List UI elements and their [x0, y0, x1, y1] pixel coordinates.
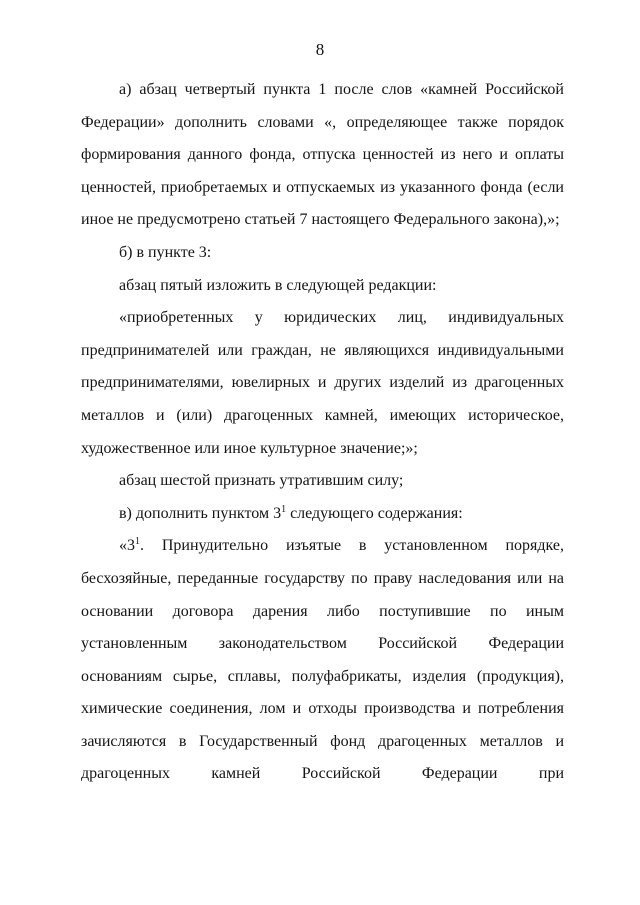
paragraph-b-abzac-6: абзац шестой признать утратившим силу; — [119, 472, 404, 490]
paragraph-v-superscript: 1 — [281, 503, 287, 515]
paragraph-b-abzac-5-text: «приобретенных у юридических лиц, индивидуальных предпринимателей или граждан, не являющихся индивидуальными предпринимателями, ювелирных и других изделий из драгоценных металлов и (или) драгоценных камней, имеющих историческое, художественное или иное культурное значение;»; — [81, 309, 564, 457]
page-number: 8 — [315, 40, 325, 59]
paragraph-b: б) в пункте 3: — [119, 243, 212, 261]
paragraph-b-abzac-5: абзац пятый изложить в следующей редакции: — [119, 276, 437, 294]
paragraph-v-text-after: следующего содержания: — [286, 504, 463, 522]
paragraph-v — [81, 498, 564, 531]
document-body — [81, 74, 564, 791]
paragraph-3-1-text-after: . Принудительно изъятые в установленном порядке, бесхозяйные, переданные государству по праву наследования или на основании договора дарения либо поступившие по иным установленным законодательством Российской Федерации основаниям сырье, сплавы, полуфабрикаты, изделия (продукция), химические соединения, лом и отходы производства и потребления зачисляются в Государственный фонд драгоценных металлов и драгоценных камней Российской Федерации при — [81, 537, 564, 783]
paragraph-a: а) абзац четвертый пункта 1 после слов «камней Российской Федерации» дополнить словами «, определяющее также порядок формирования данного фонда, отпуска ценностей из него и оплаты ценностей, приобретаемых и отпускаемых из указанного фонда (если иное не предусмотрено статьей 7 настоящего Федерального закона),»; — [81, 81, 564, 229]
paragraph-3-1 — [81, 530, 564, 791]
paragraph-v-text-before: в) дополнить пунктом 3 — [119, 504, 282, 522]
paragraph-3-1-superscript: 1 — [135, 536, 140, 548]
paragraph-3-1-text-before: «3 — [119, 537, 135, 555]
